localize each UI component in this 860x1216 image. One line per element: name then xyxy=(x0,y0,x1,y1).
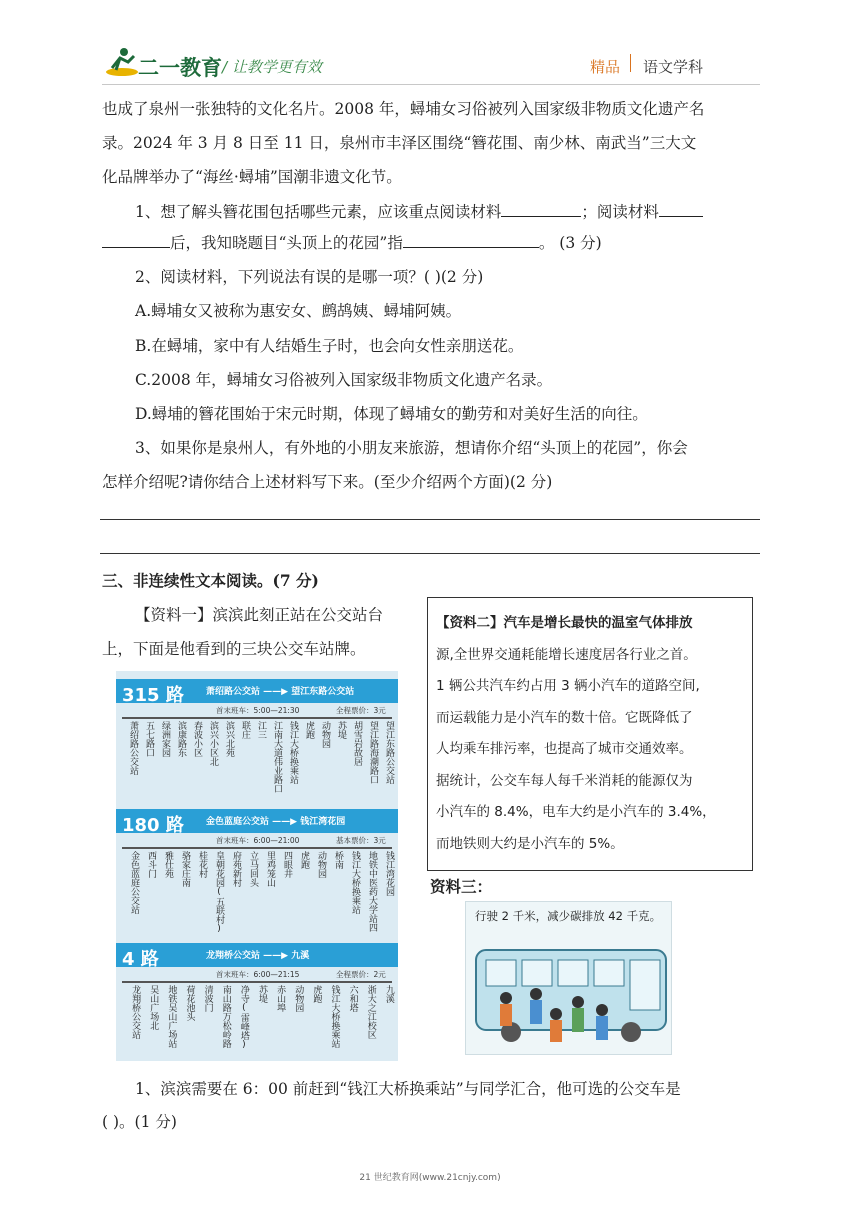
option-c: C.2008 年，蟳埔女习俗被列入国家级非物质文化遗产名录。 xyxy=(135,371,553,389)
bus-stop-name: 滨兴北苑 xyxy=(224,721,234,757)
bus-stop-name: 虎跑 xyxy=(304,721,314,739)
page-footer: 21 世纪教育网(www.21cnjy.com) xyxy=(359,1173,501,1183)
material-2-text xyxy=(436,608,746,860)
route-number: 315 路 xyxy=(122,685,184,706)
bus-stop-name: 望江东路公交站 xyxy=(384,721,394,784)
question-3-line2: 怎样介绍呢?请你结合上述材料写下来。(至少介绍两个方面)(2 分) xyxy=(102,473,553,491)
answer-blank[interactable] xyxy=(403,233,539,248)
question-3-line1: 3、如果你是泉州人，有外地的小朋友来旅游，想请你介绍“头顶上的花园”，你会 xyxy=(135,439,688,457)
bus-stop-name: 九溪 xyxy=(383,985,394,1003)
runner-logo-icon xyxy=(104,46,140,78)
bus-stop-name: 春波小区 xyxy=(192,721,202,757)
header-divider xyxy=(102,84,760,85)
bus-stop-name: 南山路万松岭路 xyxy=(220,985,231,1048)
material-2-line: 源,全世界交通耗能增长速度居各行业之首。 xyxy=(436,646,697,663)
option-d: D.蟳埔的簪花围始于宋元时期，体现了蟳埔女的勤劳和对美好生活的向往。 xyxy=(135,405,648,423)
bus-question-line1: 1、滨滨需要在 6：00 前赶到“钱江大桥换乘站”与同学汇合，他可选的公交车是 xyxy=(135,1080,681,1098)
bus-stop-name: 清波门 xyxy=(202,985,213,1012)
passage-line: 录。2024 年 3 月 8 日至 11 日，泉州市丰泽区围绕“簪花围、南少林、南武当”三大文 xyxy=(102,134,697,152)
bus-stop-name: 绿洲家园 xyxy=(160,721,170,757)
option-b: B.在蟳埔，家中有人结婚生子时，也会向女性亲朋送花。 xyxy=(135,337,524,355)
bus-stop-name: 赤山埠 xyxy=(275,985,286,1012)
material-3-label: 资料三： xyxy=(430,877,493,896)
bus-stop-name: 苏堤 xyxy=(336,721,346,739)
logo-text: 二一教育 xyxy=(138,56,222,80)
bus-stop-name: 虎跑 xyxy=(299,851,309,869)
bus-stop-name: 地铁吴山广场站 xyxy=(166,985,177,1048)
bus-stop-signs xyxy=(116,671,398,1061)
material-2-line: 而运载能力是小汽车的数十倍。它既降低了 xyxy=(436,709,693,726)
bus-stop-name: 钱江大桥换乘站 xyxy=(350,851,360,914)
route-direction: 龙翔桥公交站 ——▶ 九溪 xyxy=(206,951,310,961)
bus-children-icon xyxy=(466,902,671,1054)
route-time: 首末班车：5:00—21:30 xyxy=(216,706,300,715)
tag-divider xyxy=(630,54,631,72)
answer-blank[interactable] xyxy=(501,202,581,217)
material-2-line: 人均乘车排污率，也提高了城市交通效率。 xyxy=(436,741,693,757)
material-1-line1: 【资料一】滨滨此刻正站在公交站台 xyxy=(135,606,384,624)
bus-stop-name: 江三 xyxy=(256,721,266,739)
bus-stop-name: 府苑新村 xyxy=(231,851,241,887)
bus-stop-name: 钱江大桥换乘站 xyxy=(288,721,298,784)
bus-stop-name: 四眼井 xyxy=(282,851,292,878)
material-2-line: 据统计，公交车每人每千米消耗的能源仅为 xyxy=(436,772,693,789)
material-2-line: 小汽车的 8.4%，电车大约是小汽车的 3.4%， xyxy=(436,804,716,820)
answer-line[interactable] xyxy=(100,553,760,554)
bus-stop-name: 立马回头 xyxy=(248,851,258,887)
question-2-stem: 2、阅读材料，下列说法有误的是哪一项？( )(2 分) xyxy=(135,268,484,286)
question-1-line1: 1、想了解头簪花围包括哪些元素，应该重点阅读材料 ；阅读材料 xyxy=(135,202,703,222)
bus-stop-name: 桂花村 xyxy=(197,851,207,878)
route-fare: 基本票价：3元 xyxy=(336,836,386,845)
bus-stop-name: 萧绍路公交站 xyxy=(128,721,138,775)
route-number: 4 路 xyxy=(122,949,159,970)
route-line xyxy=(122,981,392,983)
bus-stop-name: 里鸡笼山 xyxy=(265,851,275,887)
bus-stop-name: 钱江湾花园 xyxy=(384,851,394,896)
bus-stop-name: 吴山广场北 xyxy=(148,985,159,1030)
bus-stop-name: 六和塔 xyxy=(347,985,358,1012)
bus-stop-name: 动物园 xyxy=(316,851,326,878)
answer-blank[interactable] xyxy=(659,202,703,217)
route-fare: 全程票价：2元 xyxy=(336,970,386,979)
bus-stop-name: 江南大道伟业路口 xyxy=(272,721,282,793)
bus-question-line2: ( )。(1 分) xyxy=(102,1113,177,1131)
bus-stop-name: 净寺(雷峰塔) xyxy=(238,985,249,1050)
bus-stop-name: 桥南 xyxy=(333,851,343,869)
bus-stop-name: 望江路海潮路口 xyxy=(368,721,378,784)
option-a: A.蟳埔女又被称为惠安女、鹧鸪姨、蟳埔阿姨。 xyxy=(135,302,462,320)
route-time: 首末班车：6:00—21:00 xyxy=(216,836,300,845)
stop-list xyxy=(122,851,394,941)
material-1-line2: 上，下面是他看到的三块公交车站牌。 xyxy=(102,640,366,658)
bus-stop-name: 滨兴小区北 xyxy=(208,721,218,766)
page-header xyxy=(0,0,860,90)
route-time: 首末班车：6:00—21:15 xyxy=(216,970,300,979)
bus-stop-name: 五七路口 xyxy=(144,721,154,757)
bus-illustration xyxy=(465,901,672,1055)
material-2-line: 而地铁则大约是小汽车的 5%。 xyxy=(436,835,624,852)
bus-stop-name: 骆家庄南 xyxy=(180,851,190,887)
bus-stop-name: 滨康路东 xyxy=(176,721,186,757)
tag-quality: 精品 xyxy=(590,58,621,76)
bus-stop-name: 动物园 xyxy=(293,985,304,1012)
bus-stop-name: 金色蓝庭公交站 xyxy=(129,851,139,914)
bus-stop-name: 苏堤 xyxy=(257,985,267,1003)
bus-stop-name: 西斗门 xyxy=(146,851,156,878)
bus-stop-name: 皇朝花园(五联村) xyxy=(214,851,224,934)
passage-line: 也成了泉州一张独特的文化名片。2008 年，蟳埔女习俗被列入国家级非物质文化遗产名 xyxy=(102,100,705,118)
section-title: 三、非连续性文本阅读。(7 分) xyxy=(102,571,319,590)
slogan: / 让教学更有效 xyxy=(222,58,322,76)
tag-subject: 语文学科 xyxy=(643,58,704,76)
passage-line: 化品牌举办了“海丝·蟳埔”国潮非遗文化节。 xyxy=(102,168,402,186)
material-2-line: 1 辆公共汽车约占用 3 辆小汽车的道路空间, xyxy=(436,678,700,694)
bus-stop-name: 雅仕苑 xyxy=(163,851,173,878)
bus-stop-name: 胡雪岩故居 xyxy=(352,721,362,766)
bus-stop-name: 动物园 xyxy=(320,721,330,748)
stop-list xyxy=(122,721,394,811)
answer-blank[interactable] xyxy=(102,233,170,248)
stop-list xyxy=(122,985,394,1075)
route-line xyxy=(122,847,392,849)
route-direction: 金色蓝庭公交站 ——▶ 钱江湾花园 xyxy=(206,817,346,827)
bus-stop-name: 虎跑 xyxy=(311,985,322,1003)
route-direction: 萧绍路公交站 ——▶ 望江东路公交站 xyxy=(206,687,355,697)
bus-stop-name: 浙大之江校区 xyxy=(365,985,376,1039)
bus-stop-name: 龙翔桥公交站 xyxy=(130,985,141,1039)
question-1-line2: 后，我知晓题目“头顶上的花园”指 。 (3 分) xyxy=(102,233,602,253)
bus-stop-name: 荷花池头 xyxy=(184,985,195,1021)
route-fare: 全程票价：3元 xyxy=(336,706,386,715)
route-line xyxy=(122,717,392,719)
bus-stop-name: 地铁中医药大学站四 xyxy=(367,851,377,932)
illustration-caption: 行驶 2 千米，减少碳排放 42 千克。 xyxy=(475,909,662,923)
answer-line[interactable] xyxy=(100,519,760,520)
bus-stop-name: 联庄 xyxy=(240,721,250,739)
material-2-line: 【资料二】汽车是增长最快的温室气体排放 xyxy=(436,615,693,631)
route-number: 180 路 xyxy=(122,815,184,836)
bus-stop-name: 钱江大桥换乘站 xyxy=(329,985,340,1048)
